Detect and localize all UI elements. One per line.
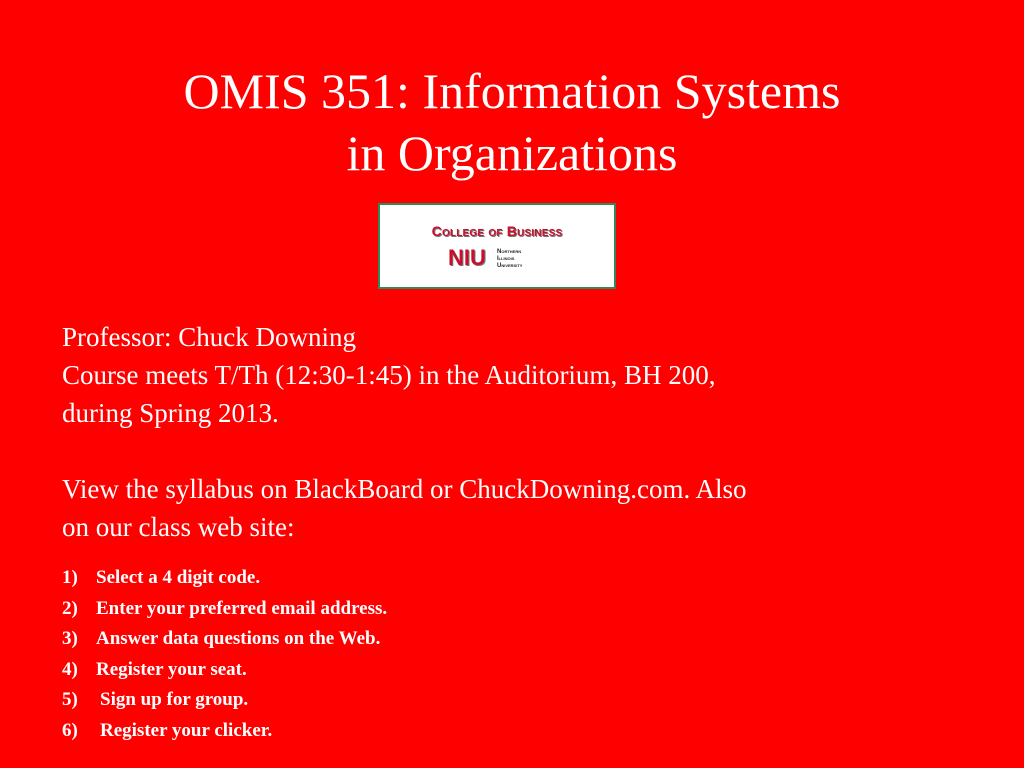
college-of-business-logo — [378, 203, 616, 289]
logo-university-line-3: University — [497, 263, 523, 269]
step-item — [62, 716, 762, 747]
step-item — [62, 624, 762, 655]
paragraph-spacer — [62, 432, 982, 470]
course-meeting-line-2: during Spring 2013. — [62, 398, 279, 428]
step-number: 3) — [62, 628, 78, 649]
steps-list — [62, 563, 762, 746]
step-number: 2) — [62, 597, 78, 619]
step-text: Register your seat. — [96, 658, 247, 680]
step-text: Select a 4 digit code. — [96, 567, 261, 588]
title-line-2: in Organizations — [346, 125, 678, 181]
step-number: 6) — [62, 719, 78, 741]
logo-niu-text: NIU — [448, 245, 486, 270]
step-item — [62, 685, 762, 716]
course-info — [62, 318, 982, 546]
step-item — [62, 563, 762, 594]
step-number: 5) — [62, 689, 78, 710]
step-text: Sign up for group. — [100, 689, 249, 710]
logo-college-text: College of Business — [431, 223, 563, 239]
slide-title — [0, 60, 1024, 184]
step-text: Enter your preferred email address. — [96, 597, 388, 619]
logo-university-line-2: Illinois — [497, 256, 515, 262]
title-line-1: OMIS 351: Information Systems — [183, 63, 841, 119]
syllabus-line-2: on our class web site: — [62, 512, 295, 542]
course-meeting-line-1: Course meets T/Th (12:30-1:45) in the Auditorium, BH 200, — [62, 360, 716, 390]
step-item — [62, 655, 762, 686]
step-number: 1) — [62, 567, 78, 588]
step-item — [62, 594, 762, 625]
step-text: Register your clicker. — [100, 719, 273, 741]
logo-university-text — [497, 249, 522, 270]
professor-line: Professor: Chuck Downing — [62, 322, 356, 352]
step-text: Answer data questions on the Web. — [96, 628, 381, 649]
step-number: 4) — [62, 658, 78, 680]
syllabus-line-1: View the syllabus on BlackBoard or ChuckDowning.com. Also — [62, 474, 747, 504]
logo-university-line-1: Northern — [497, 249, 522, 255]
